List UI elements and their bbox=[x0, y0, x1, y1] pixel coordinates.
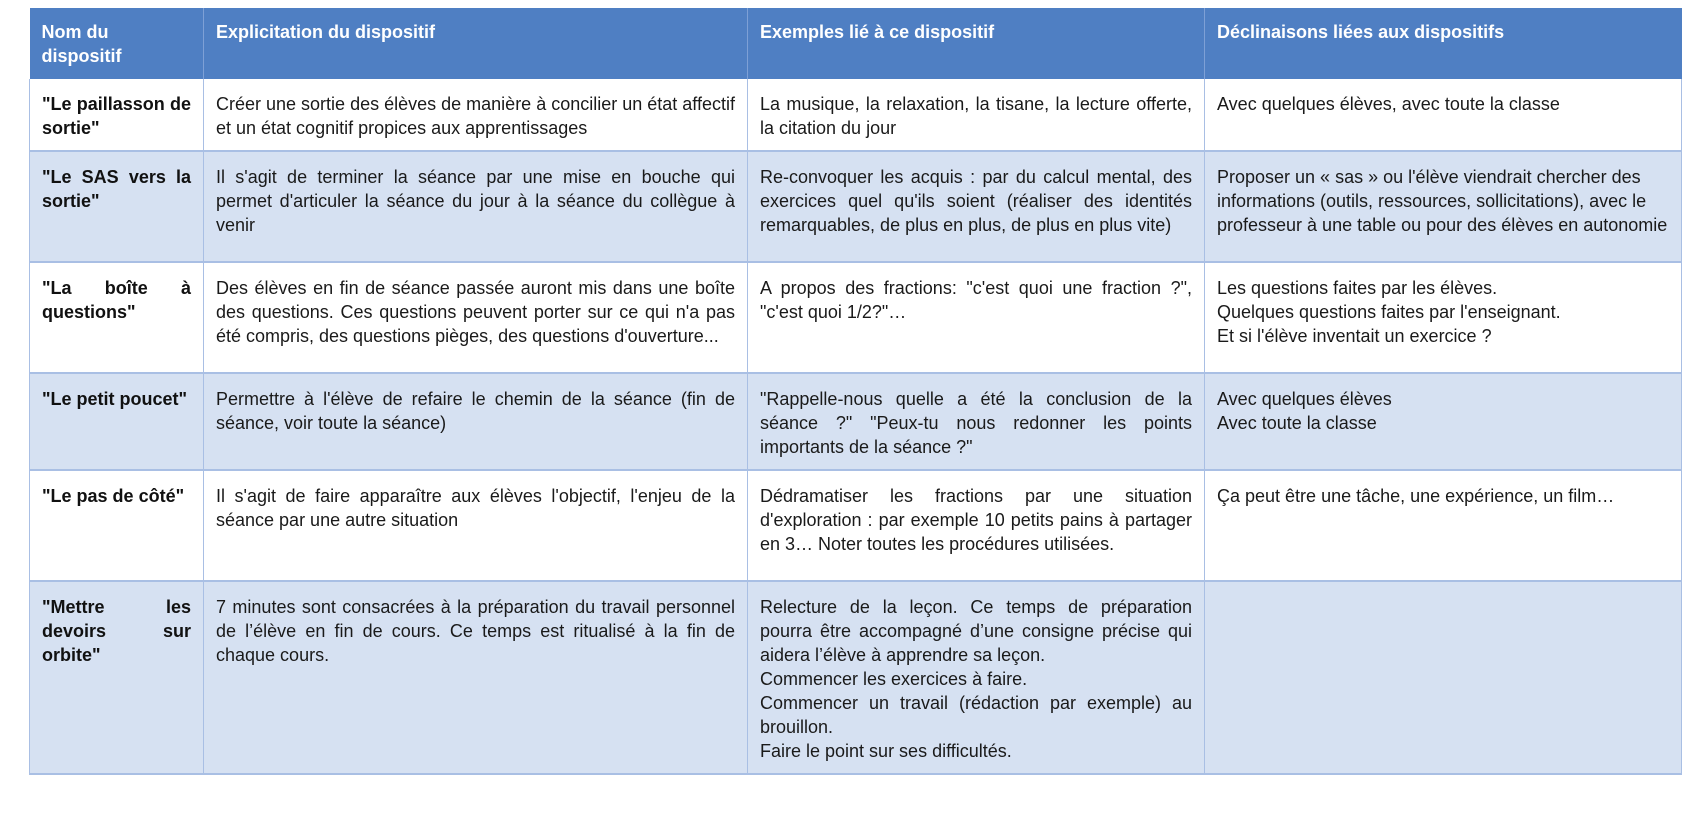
cell-explication: Il s'agit de terminer la séance par une mise en bouche qui permet d'articuler la séance du jour à la séance du collègue à venir bbox=[204, 151, 748, 262]
table-row bbox=[30, 151, 1682, 262]
cell-exemples: La musique, la relaxation, la tisane, la lecture offerte, la citation du jour bbox=[748, 79, 1205, 151]
cell-exemples: Dédramatiser les fractions par une situation d'exploration : par exemple 10 petits pains à partager en 3… Noter toutes les procédures utilisées. bbox=[748, 470, 1205, 581]
cell-nom: "Le petit poucet" bbox=[30, 373, 204, 470]
cell-exemples: A propos des fractions: "c'est quoi une fraction ?", "c'est quoi 1/2?"… bbox=[748, 262, 1205, 373]
cell-explication: Permettre à l'élève de refaire le chemin de la séance (fin de séance, voir toute la séance) bbox=[204, 373, 748, 470]
header-explicitation: Explicitation du dispositif bbox=[204, 8, 748, 79]
cell-explication: 7 minutes sont consacrées à la préparation du travail personnel de l’élève en fin de cours. Ce temps est ritualisé à la fin de chaque cours. bbox=[204, 581, 748, 774]
cell-exemples: "Rappelle-nous quelle a été la conclusion de la séance ?" "Peux-tu nous redonner les points importants de la séance ?" bbox=[748, 373, 1205, 470]
cell-nom: "Mettre les devoirs sur orbite" bbox=[30, 581, 204, 774]
cell-nom: "La boîte à questions" bbox=[30, 262, 204, 373]
table-row bbox=[30, 79, 1682, 151]
header-row bbox=[30, 8, 1682, 79]
dispositifs-table bbox=[29, 8, 1682, 775]
cell-explication: Des élèves en fin de séance passée auront mis dans une boîte des questions. Ces questions peuvent porter sur ce qui n'a pas été compris, des questions pièges, des questions d'ouverture... bbox=[204, 262, 748, 373]
cell-nom: "Le pas de côté" bbox=[30, 470, 204, 581]
cell-declinaisons: Ça peut être une tâche, une expérience, un film… bbox=[1205, 470, 1682, 581]
header-declinaisons: Déclinaisons liées aux dispositifs bbox=[1205, 8, 1682, 79]
header-nom: Nom du dispositif bbox=[30, 8, 204, 79]
cell-declinaisons: Proposer un « sas » ou l'élève viendrait chercher des informations (outils, ressources, sollicitations), avec le professeur à une table ou pour des élèves en autonomie bbox=[1205, 151, 1682, 262]
cell-declinaisons: Les questions faites par les élèves. Quelques questions faites par l'enseignant. Et si l'élève inventait un exercice ? bbox=[1205, 262, 1682, 373]
cell-declinaisons: Avec quelques élèves Avec toute la classe bbox=[1205, 373, 1682, 470]
cell-exemples: Relecture de la leçon. Ce temps de préparation pourra être accompagné d’une consigne précise qui aidera l’élève à apprendre sa leçon. Commencer les exercices à faire. Commencer un travail (rédaction par exemple) au brouillon. Faire le point sur ses difficultés. bbox=[748, 581, 1205, 774]
cell-declinaisons bbox=[1205, 581, 1682, 774]
cell-nom: "Le SAS vers la sortie" bbox=[30, 151, 204, 262]
table-row bbox=[30, 262, 1682, 373]
cell-declinaisons: Avec quelques élèves, avec toute la classe bbox=[1205, 79, 1682, 151]
table-row bbox=[30, 470, 1682, 581]
header-exemples: Exemples lié à ce dispositif bbox=[748, 8, 1205, 79]
cell-nom: "Le paillasson de sortie" bbox=[30, 79, 204, 151]
cell-exemples: Re-convoquer les acquis : par du calcul mental, des exercices quel qu'ils soient (réaliser des identités remarquables, de plus en plus, de plus en plus vite) bbox=[748, 151, 1205, 262]
cell-explication: Créer une sortie des élèves de manière à concilier un état affectif et un état cognitif propices aux apprentissages bbox=[204, 79, 748, 151]
cell-explication: Il s'agit de faire apparaître aux élèves l'objectif, l'enjeu de la séance par une autre situation bbox=[204, 470, 748, 581]
table-row bbox=[30, 581, 1682, 774]
table-row bbox=[30, 373, 1682, 470]
